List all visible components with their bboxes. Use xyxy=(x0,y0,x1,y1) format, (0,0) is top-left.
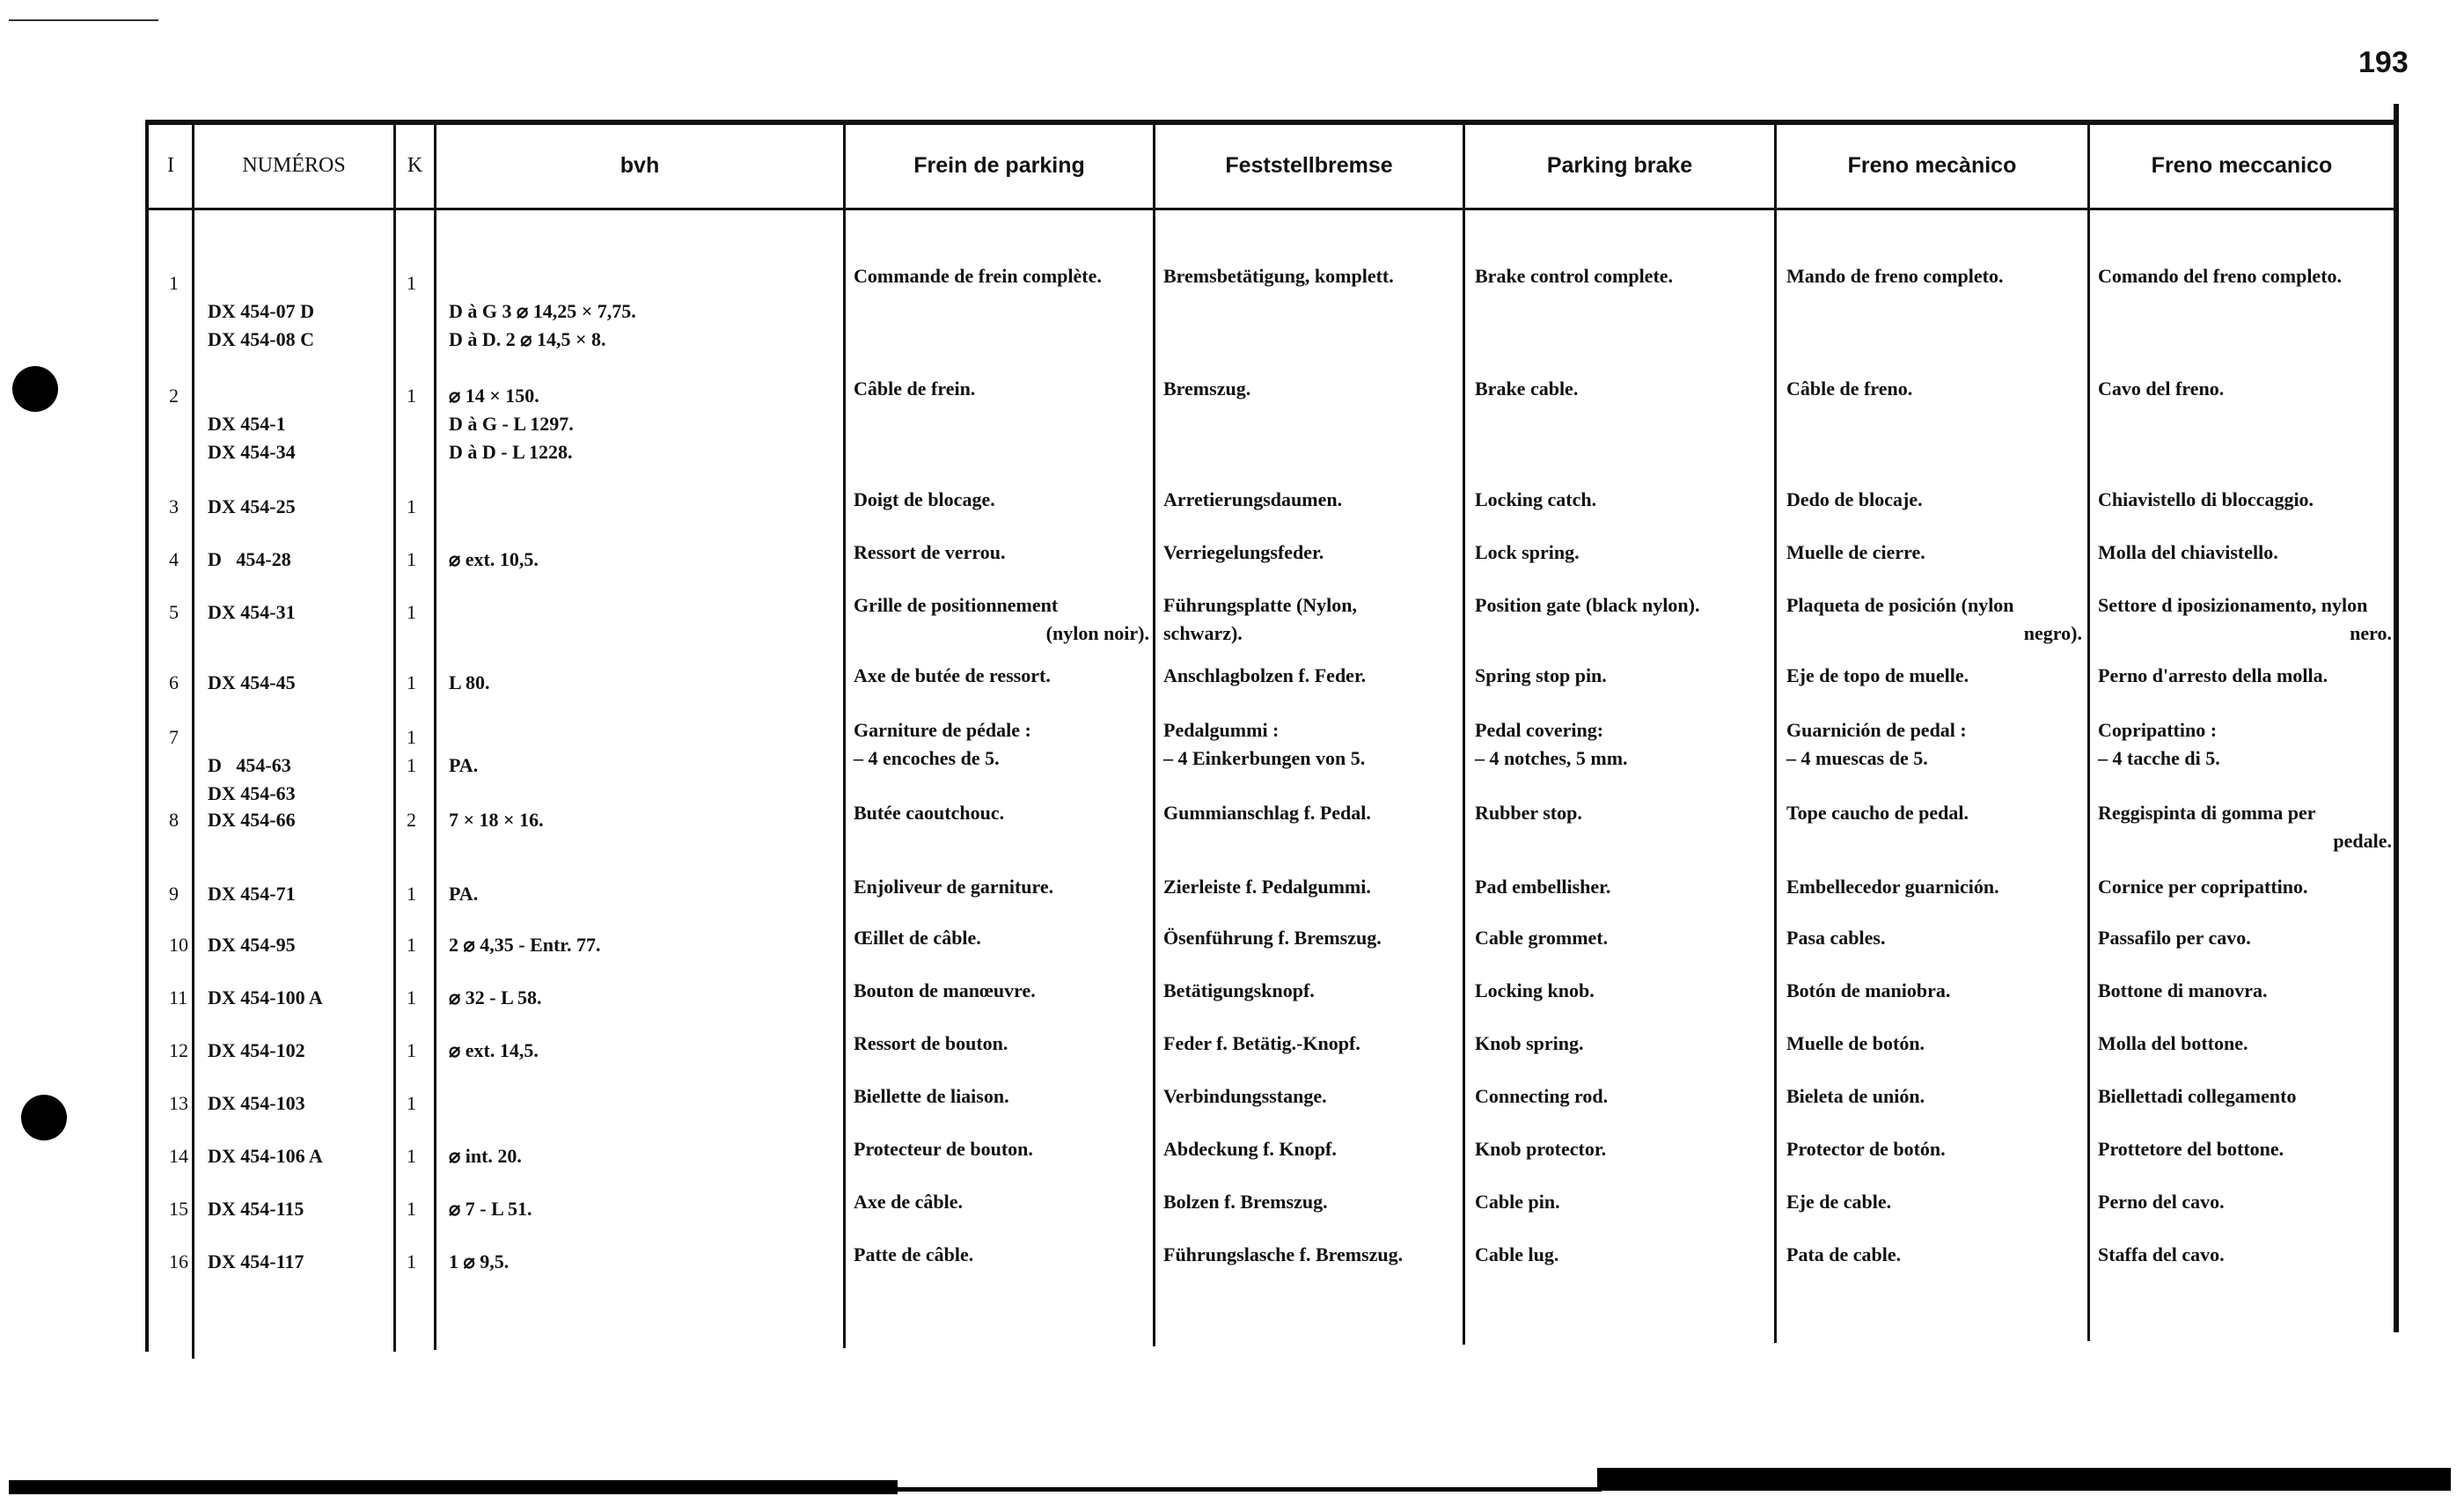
quantity: 1 xyxy=(407,726,416,748)
description-en: Knob protector. xyxy=(1475,1138,1607,1160)
description-de: Anschlagbolzen f. Feder. xyxy=(1163,664,1367,686)
description-en: Pad embellisher. xyxy=(1475,876,1611,898)
spec: D à G - L 1297. xyxy=(449,413,574,435)
spec: D à D - L 1228. xyxy=(449,441,573,463)
quantity: 1 xyxy=(407,1198,416,1220)
description-fr: Butée caoutchouc. xyxy=(854,802,1005,824)
quantity: 1 xyxy=(407,272,416,294)
description-it: Bottone di manovra. xyxy=(2098,979,2268,1001)
quantity: 1 xyxy=(407,548,416,570)
binder-hole-icon xyxy=(21,1095,67,1140)
description-it: Chiavistello di bloccaggio. xyxy=(2098,488,2314,510)
column-divider xyxy=(192,123,194,1359)
description-fr: Axe de butée de ressort. xyxy=(854,664,1051,686)
header-spanish: Freno mecànico xyxy=(1847,152,2017,178)
description-es: Pata de cable. xyxy=(1786,1243,1902,1265)
bottom-rule xyxy=(1597,1468,2451,1491)
description-it: Molla del chiavistello. xyxy=(2098,541,2278,563)
spec: PA. xyxy=(449,883,479,905)
spec: 7 × 18 × 16. xyxy=(449,809,544,831)
quantity: 1 xyxy=(407,1092,416,1114)
spec: L 80. xyxy=(449,671,490,693)
description-en: Knob spring. xyxy=(1475,1032,1584,1054)
description-de: Zierleiste f. Pedalgummi. xyxy=(1163,876,1371,898)
description-es: Protector de botón. xyxy=(1786,1138,1946,1160)
description-de: Arretierungsdaumen. xyxy=(1163,488,1343,510)
spec: D à G 3 ⌀ 14,25 × 7,75. xyxy=(449,300,636,322)
description-it: Biellettadi collegamento xyxy=(2098,1085,2297,1107)
description-de: Verriegelungsfeder. xyxy=(1163,541,1324,563)
description-es: Muelle de cierre. xyxy=(1786,541,1925,563)
row-index: 16 xyxy=(169,1250,188,1272)
row-index: 1 xyxy=(169,272,179,294)
column-divider xyxy=(434,123,436,1350)
quantity: 1 xyxy=(407,1039,416,1061)
description-es: Câble de freno. xyxy=(1786,378,1913,400)
part-number: DX 454-25 xyxy=(208,495,296,517)
description-it: pedale. xyxy=(2333,830,2392,852)
description-de: Pedalgummi : xyxy=(1163,719,1280,741)
quantity: 1 xyxy=(407,934,416,956)
description-en: – 4 notches, 5 mm. xyxy=(1475,747,1628,769)
description-en: Lock spring. xyxy=(1475,541,1580,563)
description-de: Bremszug. xyxy=(1163,378,1251,400)
description-it: Molla del bottone. xyxy=(2098,1032,2248,1054)
header-bvh: bvh xyxy=(620,152,660,178)
spec: ⌀ int. 20. xyxy=(449,1145,522,1167)
column-divider xyxy=(393,123,396,1352)
description-es: negro). xyxy=(2023,622,2082,644)
column-divider xyxy=(1774,123,1777,1343)
quantity: 1 xyxy=(407,601,416,623)
description-de: Abdeckung f. Knopf. xyxy=(1163,1138,1337,1160)
description-en: Connecting rod. xyxy=(1475,1085,1609,1107)
header-index: I xyxy=(167,153,174,177)
spec: ⌀ ext. 14,5. xyxy=(449,1039,539,1061)
description-es: Embellecedor guarnición. xyxy=(1786,876,1999,898)
description-en: Brake control complete. xyxy=(1475,265,1674,287)
row-index: 6 xyxy=(169,671,179,693)
row-index: 5 xyxy=(169,601,179,623)
description-fr: Protecteur de bouton. xyxy=(854,1138,1033,1160)
part-number: D 454-28 xyxy=(208,548,291,570)
description-de: schwarz). xyxy=(1163,622,1243,644)
description-fr: Doigt de blocage. xyxy=(854,488,995,510)
row-index: 14 xyxy=(169,1145,188,1167)
bottom-rule xyxy=(9,1480,898,1494)
description-it: Prottetore del bottone. xyxy=(2098,1138,2284,1160)
column-divider xyxy=(1153,123,1155,1346)
quantity: 1 xyxy=(407,1145,416,1167)
description-en: Locking catch. xyxy=(1475,488,1597,510)
header-rule xyxy=(145,208,2394,210)
part-number: DX 454-31 xyxy=(208,601,296,623)
description-de: Verbindungsstange. xyxy=(1163,1085,1327,1107)
row-index: 9 xyxy=(169,883,179,905)
description-it: Passafilo per cavo. xyxy=(2098,927,2251,949)
description-it: Settore d iposizionamento, nylon xyxy=(2098,594,2368,616)
part-number: DX 454-08 C xyxy=(208,328,314,350)
description-en: Rubber stop. xyxy=(1475,802,1582,824)
row-index: 3 xyxy=(169,495,179,517)
description-de: Führungsplatte (Nylon, xyxy=(1163,594,1358,616)
row-index: 10 xyxy=(169,934,188,956)
description-it: – 4 tacche di 5. xyxy=(2098,747,2220,769)
header-french: Frein de parking xyxy=(913,152,1085,178)
part-number: DX 454-71 xyxy=(208,883,296,905)
header-german: Feststellbremse xyxy=(1225,152,1393,178)
part-number: DX 454-63 xyxy=(208,782,296,804)
description-en: Position gate (black nylon). xyxy=(1475,594,1700,616)
spec: ⌀ 32 - L 58. xyxy=(449,986,542,1008)
description-fr: Biellette de liaison. xyxy=(854,1085,1009,1107)
part-number: DX 454-1 xyxy=(208,413,286,435)
quantity: 1 xyxy=(407,1250,416,1272)
bottom-rule-thin xyxy=(898,1487,1602,1492)
description-en: Pedal covering: xyxy=(1475,719,1604,741)
description-it: Cavo del freno. xyxy=(2098,378,2225,400)
quantity: 1 xyxy=(407,883,416,905)
description-de: Betätigungsknopf. xyxy=(1163,979,1315,1001)
description-fr: Grille de positionnement xyxy=(854,594,1059,616)
description-fr: Câble de frein. xyxy=(854,378,976,400)
description-fr: Bouton de manœuvre. xyxy=(854,979,1036,1001)
spec: ⌀ 14 × 150. xyxy=(449,385,539,407)
part-number: DX 454-100 A xyxy=(208,986,323,1008)
part-number: D 454-63 xyxy=(208,754,291,776)
description-es: Eje de cable. xyxy=(1786,1191,1892,1213)
description-fr: Enjoliveur de garniture. xyxy=(854,876,1054,898)
description-de: Feder f. Betätig.-Knopf. xyxy=(1163,1032,1360,1054)
description-en: Cable pin. xyxy=(1475,1191,1560,1213)
description-de: Führungslasche f. Bremszug. xyxy=(1163,1243,1404,1265)
description-de: Bremsbetätigung, komplett. xyxy=(1163,265,1394,287)
spec: PA. xyxy=(449,754,479,776)
description-fr: Patte de câble. xyxy=(854,1243,974,1265)
description-es: Bieleta de unión. xyxy=(1786,1085,1925,1107)
spec: ⌀ 7 - L 51. xyxy=(449,1198,532,1220)
part-number: DX 454-103 xyxy=(208,1092,305,1114)
description-it: nero. xyxy=(2350,622,2392,644)
row-index: 2 xyxy=(169,385,179,407)
description-it: Comando del freno completo. xyxy=(2098,265,2343,287)
part-number: DX 454-102 xyxy=(208,1039,305,1061)
quantity: 2 xyxy=(407,809,416,831)
header-italian: Freno meccanico xyxy=(2151,152,2333,178)
spec: 1 ⌀ 9,5. xyxy=(449,1250,510,1272)
description-fr: (nylon noir). xyxy=(1045,622,1149,644)
description-es: Dedo de blocaje. xyxy=(1786,488,1923,510)
description-de: Gummianschlag f. Pedal. xyxy=(1163,802,1371,824)
description-fr: Axe de câble. xyxy=(854,1191,964,1213)
part-number: DX 454-117 xyxy=(208,1250,304,1272)
part-number: DX 454-34 xyxy=(208,441,296,463)
row-index: 11 xyxy=(169,986,188,1008)
row-index: 13 xyxy=(169,1092,188,1114)
description-en: Spring stop pin. xyxy=(1475,664,1607,686)
description-es: Plaqueta de posición (nylon xyxy=(1786,594,2014,616)
description-fr: – 4 encoches de 5. xyxy=(854,747,1000,769)
spec: ⌀ ext. 10,5. xyxy=(449,548,539,570)
description-it: Cornice per copripattino. xyxy=(2098,876,2308,898)
quantity: 1 xyxy=(407,495,416,517)
description-fr: Ressort de bouton. xyxy=(854,1032,1008,1054)
table-right-border xyxy=(2394,104,2399,1332)
description-es: Botón de maniobra. xyxy=(1786,979,1951,1001)
description-it: Perno del cavo. xyxy=(2098,1191,2225,1213)
description-it: Copripattino : xyxy=(2098,719,2218,741)
description-de: Bolzen f. Bremszug. xyxy=(1163,1191,1328,1213)
row-index: 15 xyxy=(169,1198,188,1220)
description-es: Pasa cables. xyxy=(1786,927,1886,949)
quantity: 1 xyxy=(407,754,416,776)
description-es: Tope caucho de pedal. xyxy=(1786,802,1969,824)
description-en: Locking knob. xyxy=(1475,979,1595,1001)
description-en: Cable lug. xyxy=(1475,1243,1559,1265)
header-english: Parking brake xyxy=(1546,152,1693,178)
part-number: DX 454-07 D xyxy=(208,300,314,322)
binder-hole-icon xyxy=(12,366,58,412)
description-es: Muelle de botón. xyxy=(1786,1032,1925,1054)
description-it: Reggispinta di gomma per xyxy=(2098,802,2316,824)
row-index: 12 xyxy=(169,1039,188,1061)
row-index: 7 xyxy=(169,726,179,748)
part-number: DX 454-45 xyxy=(208,671,296,693)
description-de: Ösenführung f. Bremszug. xyxy=(1163,927,1382,949)
description-fr: Œillet de câble. xyxy=(854,927,981,949)
description-fr: Ressort de verrou. xyxy=(854,541,1006,563)
column-divider xyxy=(843,123,846,1348)
column-divider xyxy=(2087,123,2090,1341)
quantity: 1 xyxy=(407,385,416,407)
description-es: Guarnición de pedal : xyxy=(1786,719,1967,741)
part-number: DX 454-95 xyxy=(208,934,296,956)
description-es: – 4 muescas de 5. xyxy=(1786,747,1928,769)
header-qty: K xyxy=(407,153,423,177)
row-index: 8 xyxy=(169,809,179,831)
header-numbers: NUMÉROS xyxy=(242,153,346,177)
description-es: Eje de topo de muelle. xyxy=(1786,664,1969,686)
row-index: 4 xyxy=(169,548,179,570)
part-number: DX 454-115 xyxy=(208,1198,304,1220)
column-divider xyxy=(1463,123,1465,1345)
description-en: Cable grommet. xyxy=(1475,927,1609,949)
table-left-border xyxy=(145,120,149,1352)
part-number: DX 454-66 xyxy=(208,809,296,831)
page-number: 193 xyxy=(2358,46,2409,79)
top-left-rule xyxy=(9,19,158,21)
quantity: 1 xyxy=(407,986,416,1008)
part-number: DX 454-106 A xyxy=(208,1145,323,1167)
description-it: Perno d'arresto della molla. xyxy=(2098,664,2328,686)
description-it: Staffa del cavo. xyxy=(2098,1243,2225,1265)
description-en: Brake cable. xyxy=(1475,378,1579,400)
spec: D à D. 2 ⌀ 14,5 × 8. xyxy=(449,328,606,350)
spec: 2 ⌀ 4,35 - Entr. 77. xyxy=(449,934,601,956)
description-fr: Commande de frein complète. xyxy=(854,265,1102,287)
quantity: 1 xyxy=(407,671,416,693)
description-fr: Garniture de pédale : xyxy=(854,719,1031,741)
description-de: – 4 Einkerbungen von 5. xyxy=(1163,747,1366,769)
description-es: Mando de freno completo. xyxy=(1786,265,2004,287)
